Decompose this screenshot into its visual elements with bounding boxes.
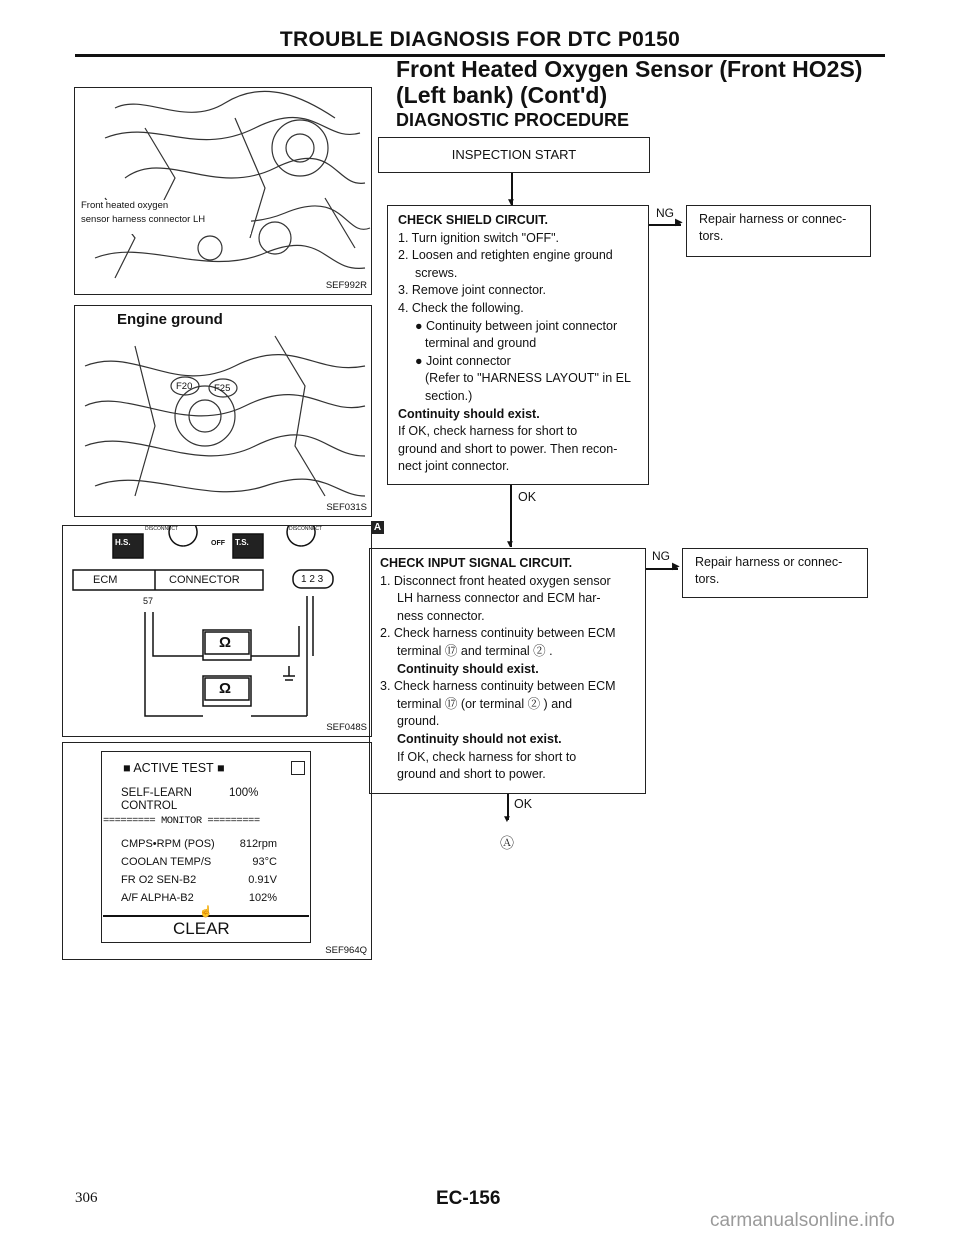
fig3-ecm-label: ECM — [93, 574, 118, 586]
end-marker-a: Ⓐ — [500, 835, 514, 851]
continuity-circuit-diagram — [63, 526, 371, 736]
clear-button[interactable]: CLEAR — [173, 919, 230, 938]
step1-line: 4. Check the following. — [398, 300, 524, 315]
flow-arrow-icon: ▼ — [505, 539, 515, 550]
step1-line: 2. Loosen and retighten engine ground — [398, 248, 613, 263]
fig3-ts: T.S. — [235, 538, 249, 547]
ok-label-1: OK — [518, 490, 537, 504]
fig2-connector-f25: F25 — [214, 383, 231, 394]
step2-line: 1. Disconnect front heated oxygen sensor — [380, 573, 611, 588]
step2-line: ground. — [397, 714, 440, 729]
diagnostic-procedure-title: DIAGNOSTIC PROCEDURE — [396, 110, 630, 130]
step1-line: 3. Remove joint connector. — [398, 283, 546, 298]
figure-engine-ground — [74, 305, 372, 517]
section-title-line2: (Left bank) (Cont'd) — [396, 82, 608, 108]
step2-title: CHECK INPUT SIGNAL CIRCUIT. — [380, 556, 573, 570]
step1-note: nect joint connector. — [398, 459, 510, 474]
section-title — [396, 56, 862, 108]
repair-box-2: Repair harness or connec- tors. — [682, 548, 868, 598]
fig3-pins-label: 1 2 3 — [301, 574, 324, 585]
step1-bullet-cont: section.) — [425, 388, 473, 403]
monitor-values — [229, 835, 277, 907]
fig3-off-badge: OFF — [211, 540, 225, 547]
fig2-label: Engine ground — [117, 311, 223, 328]
figure-harness-connector — [74, 87, 372, 295]
step2-line: terminal ⑰ (or terminal ② ) and — [397, 696, 573, 711]
monitor-row-value: 0.91V — [248, 874, 277, 886]
page-header: TROUBLE DIAGNOSIS FOR DTC P0150 — [279, 28, 681, 51]
monitor-names — [121, 835, 215, 907]
step2-result-1: Continuity should exist. — [397, 661, 539, 676]
active-test-title: ■ ACTIVE TEST ■ — [123, 761, 225, 775]
monitor-row-name: A/F ALPHA-B2 — [121, 892, 194, 904]
step1-note: If OK, check harness for short to — [398, 424, 578, 439]
figure-circuit-check — [62, 525, 372, 737]
step1-title: CHECK SHIELD CIRCUIT. — [398, 213, 549, 227]
step2-result-2: Continuity should not exist. — [397, 731, 562, 746]
checkbox-icon — [291, 761, 305, 775]
fig1-label2: sensor harness connector LH — [81, 214, 206, 225]
engine-bay-illustration — [75, 88, 371, 294]
fig1-label1: Front heated oxygen — [81, 200, 169, 211]
monitor-row-value: 93°C — [252, 856, 277, 868]
monitor-row-name: COOLAN TEMP/S — [121, 856, 212, 868]
fig2-connector-f20: F20 — [176, 381, 193, 392]
step1-bullet: ● Continuity between joint connector — [415, 318, 618, 333]
ohm-meter-icon-2: Ω — [219, 680, 232, 697]
fig3-connector-label: CONNECTOR — [169, 574, 240, 586]
step1-result: Continuity should exist. — [398, 406, 540, 421]
figure-active-test — [62, 742, 372, 960]
fig3-hs: H.S. — [115, 538, 131, 547]
watermark: carmanualsonline.info — [710, 1210, 895, 1231]
repair-box-1: Repair harness or connec- tors. — [686, 205, 871, 257]
step-check-input-signal-circuit — [369, 548, 646, 794]
step2-line: ness connector. — [397, 608, 485, 623]
fig3-code: SEF048S — [326, 722, 367, 733]
fig3-disconnect-1: DISCONNECT — [145, 526, 179, 532]
page-code: EC-156 — [436, 1188, 501, 1209]
fig1-code: SEF992R — [325, 280, 367, 291]
step1-bullet-cont: (Refer to "HARNESS LAYOUT" in EL — [425, 371, 631, 386]
monitor-row-value: 102% — [248, 892, 277, 904]
active-test-marker-icon: ■ — [123, 761, 134, 775]
step2-line: 3. Check harness continuity between ECM — [380, 679, 616, 694]
flow-arrow-icon: ▼ — [502, 814, 512, 825]
step1-bullet-cont: terminal and ground — [425, 336, 537, 351]
step1-line: screws. — [415, 265, 458, 280]
fig4-code: SEF964Q — [325, 945, 367, 956]
step2-line: 2. Check harness continuity between ECM — [380, 626, 616, 641]
touch-hand-icon: ☝ — [199, 906, 213, 918]
flow-line-2 — [510, 485, 512, 547]
ng-label-2: NG — [652, 549, 670, 563]
fig2-code: SEF031S — [326, 502, 367, 513]
self-learn-value: 100% — [229, 787, 259, 799]
step2-line: LH harness connector and ECM har- — [397, 591, 601, 606]
step2-note: If OK, check harness for short to — [397, 749, 577, 764]
step-check-shield-circuit — [387, 205, 649, 485]
self-learn-row: SELF-LEARN CONTROL — [121, 787, 192, 812]
ohm-meter-icon-1: Ω — [219, 634, 232, 651]
inspection-start-box: INSPECTION START — [378, 137, 650, 173]
section-title-line1: Front Heated Oxygen Sensor (Front HO2S) — [396, 56, 863, 82]
step1-bullet: ● Joint connector — [415, 353, 511, 368]
monitor-divider: ========= MONITOR ========= — [103, 815, 260, 827]
fig3-pin-57: 57 — [143, 596, 154, 606]
page-number: 306 — [75, 1190, 98, 1206]
ng-label-1: NG — [656, 206, 674, 220]
monitor-row-name: CMPS•RPM (POS) — [121, 838, 215, 850]
tag-a-step: A — [371, 521, 384, 534]
active-test-marker-icon: ■ — [213, 761, 225, 775]
step1-line: 1. Turn ignition switch "OFF". — [398, 230, 560, 245]
monitor-row-name: FR O2 SEN-B2 — [121, 874, 197, 886]
ng-arrow-icon-1: ▶ — [675, 217, 683, 228]
flow-arrow-icon: ▼ — [506, 197, 516, 208]
step2-note: ground and short to power. — [397, 767, 546, 782]
monitor-row-value: 812rpm — [239, 838, 277, 850]
ok-label-2: OK — [514, 797, 533, 811]
fig3-disconnect-2: DISCONNECT — [289, 526, 323, 532]
step1-note: ground and short to power. Then recon- — [398, 441, 618, 456]
step2-line: terminal ⑰ and terminal ② . — [397, 643, 553, 658]
engine-ground-illustration — [75, 306, 371, 516]
ng-arrow-icon-2: ▶ — [672, 561, 680, 572]
